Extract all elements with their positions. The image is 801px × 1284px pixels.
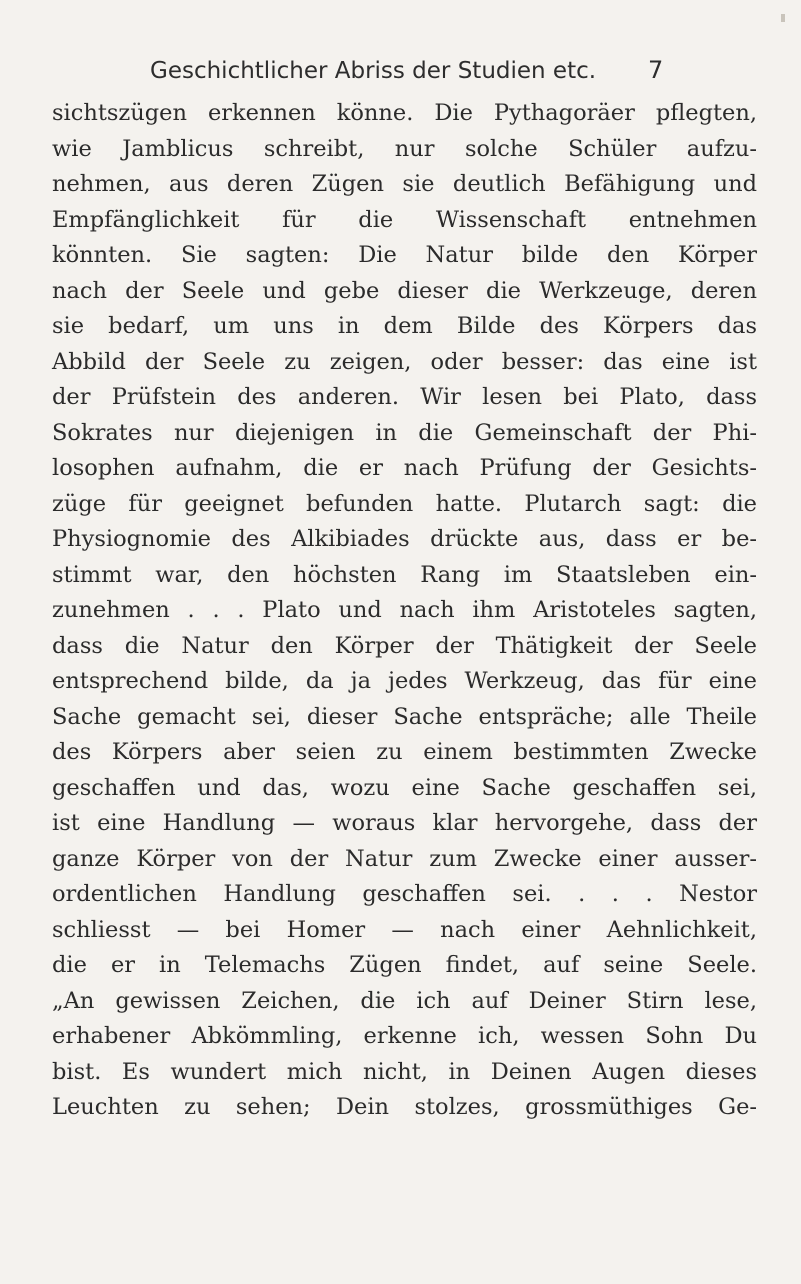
text-line: sichtszügen erkennen könne. Die Pythagoräer pflegten, [52,100,757,126]
text-line: Sache gemacht sei, dieser Sache entspräche; alle Theile [52,703,757,730]
body-text [52,96,757,1126]
text-line: ist eine Handlung — woraus klar hervorgehe, dass der [52,810,757,836]
text-line: erhabener Abkömmling, erkenne ich, wessen Sohn Du [52,1023,757,1049]
text-line: Leuchten zu sehen; Dein stolzes, grossmüthiges Ge- [52,1094,757,1120]
text-line: nehmen, aus deren Zügen sie deutlich Befähigung und [52,171,757,197]
text-line: stimmt war, den höchsten Rang im Staatsleben ein- [52,561,757,588]
text-line: entsprechend bilde, da ja jedes Werkzeug, das für eine [52,668,757,694]
page-number: 7 [648,56,664,84]
text-line: schliesst — bei Homer — nach einer Aehnlichkeit, [52,916,757,943]
text-line: Empfänglichkeit für die Wissenschaft entnehmen [52,206,757,233]
text-line: „An gewissen Zeichen, die ich auf Deiner Stirn lese, [52,987,757,1014]
text-line: ganze Körper von der Natur zum Zwecke einer ausser- [52,845,757,872]
text-line: wie Jamblicus schreibt, nur solche Schüler aufzu- [52,135,757,162]
text-line: Abbild der Seele zu zeigen, oder besser: das eine ist [52,348,757,375]
text-line: züge für geeignet befunden hatte. Plutarch sagt: die [52,490,757,517]
running-header: Geschichtlicher Abriss der Studien etc. [150,58,597,84]
margin-mark [781,14,785,22]
text-line: ordentlichen Handlung geschaffen sei. . . . Nestor [52,881,757,907]
text-line: losophen aufnahm, die er nach Prüfung der Gesichts- [52,455,757,481]
text-line: der Prüfstein des anderen. Wir lesen bei Plato, dass [52,384,757,410]
text-line: könnten. Sie sagten: Die Natur bilde den Körper [52,242,757,268]
text-line: dass die Natur den Körper der Thätigkeit der Seele [52,632,757,659]
text-line: geschaffen und das, wozu eine Sache geschaffen sei, [52,774,757,801]
text-line: Sokrates nur diejenigen in die Gemeinschaft der Phi- [52,419,757,446]
text-line: Physiognomie des Alkibiades drückte aus, dass er be- [52,526,757,552]
text-line: des Körpers aber seien zu einem bestimmten Zwecke [52,739,757,765]
text-line: nach der Seele und gebe dieser die Werkzeuge, deren [52,277,757,304]
text-line: zunehmen . . . Plato und nach ihm Aristoteles sagten, [52,597,757,623]
text-line: bist. Es wundert mich nicht, in Deinen Augen dieses [52,1058,757,1085]
text-line: die er in Telemachs Zügen findet, auf seine Seele. [52,952,757,978]
text-line: sie bedarf, um uns in dem Bilde des Körpers das [52,313,757,339]
